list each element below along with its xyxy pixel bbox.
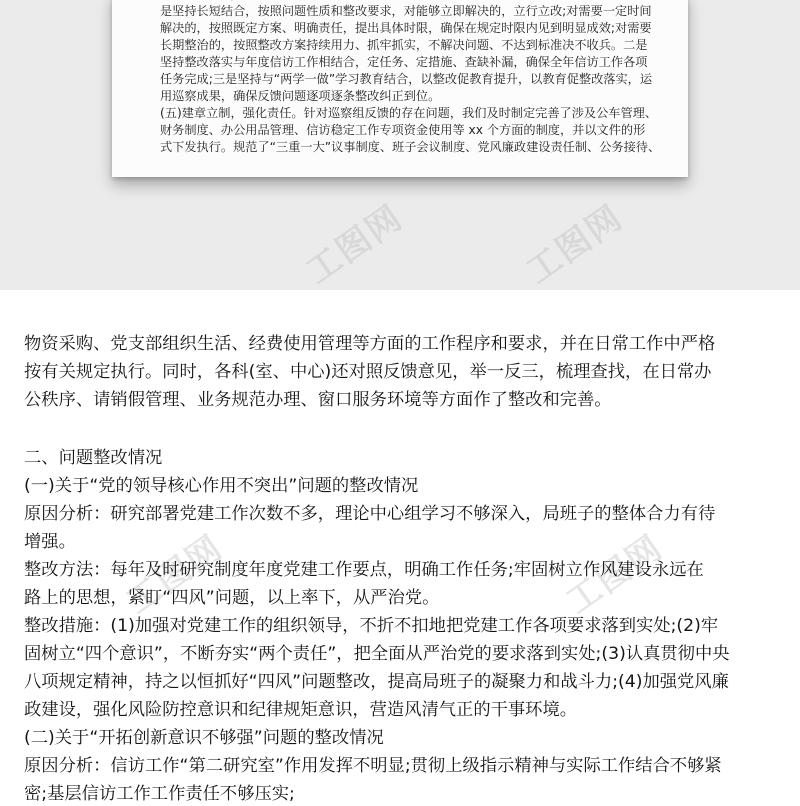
body-line: 政建设，强化风险防控意识和纪律规矩意识，营造风清气正的干事环境。 bbox=[24, 700, 578, 720]
card-line: 长期整治的，按照整改方案持续用力、抓牢抓实，不解决问题、不达到标准决不收兵。二是 bbox=[160, 38, 648, 52]
watermark: 工图网 bbox=[299, 197, 411, 293]
card-line: 式下发执行。规范了“三重一大”议事制度、班子会议制度、党风廉政建设责任制、公务接待、 bbox=[160, 140, 661, 154]
body-line: 增强。 bbox=[24, 532, 76, 552]
body-line: 八项规定精神，持之以恒抓好“四风”问题整改，提高局班子的凝聚力和战斗力;(4)加强党风廉 bbox=[24, 672, 729, 692]
subsection-heading: (一)关于“党的领导核心作用不突出”问题的整改情况 bbox=[24, 476, 419, 496]
card-line: 用巡察成果，确保反馈问题逐项逐条整改纠正到位。 bbox=[160, 89, 441, 103]
body-line: 公秩序、请销假管理、业务规范办理、窗口服务环境等方面作了整改和完善。 bbox=[24, 390, 612, 410]
body-line: 物资采购、党支部组织生活、经费使用管理等方面的工作程序和要求，并在日常工作中严格 bbox=[24, 334, 716, 354]
body-line: 原因分析：研究部署党建工作次数不多，理论中心组学习不够深入，局班子的整体合力有待 bbox=[24, 504, 716, 524]
body-line: 固树立“四个意识”，不断夯实“两个责任”，把全面从严治党的要求落到实处;(3)认真贯彻中央 bbox=[24, 644, 730, 664]
subsection-heading: (二)关于“开拓创新意识不够强”问题的整改情况 bbox=[24, 728, 384, 748]
body-line: 整改措施：(1)加强对党建工作的组织领导，不折不扣地把党建工作各项要求落到实处;(2)牢 bbox=[24, 616, 719, 636]
card-line: (五)建章立制，强化责任。针对巡察组反馈的存在问题，我们及时制定完善了涉及公车管理、 bbox=[160, 106, 658, 120]
card-line: 坚持整改落实与年度信访工作相结合，定任务、定措施、查缺补漏，确保全年信访工作各项 bbox=[160, 55, 648, 69]
card-line: 任务完成;三是坚持与“两学一做”学习教育结合，以整改促教育提升，以教育促整改落实，运 bbox=[160, 72, 653, 86]
body-line: 路上的思想，紧盯“四风”问题，以上率下，从严治党。 bbox=[24, 588, 440, 608]
watermark: 工图网 bbox=[519, 197, 631, 293]
document-page-preview bbox=[112, 0, 688, 177]
body-line: 整改方法：每年及时研究制度年度党建工作要点，明确工作任务;牢固树立作风建设永远在 bbox=[24, 560, 704, 580]
watermark: 工图网 bbox=[119, 527, 231, 623]
body-line: 按有关规定执行。同时，各科(室、中心)还对照反馈意见，举一反三，梳理查找，在日常办 bbox=[24, 362, 712, 382]
card-line: 财务制度、办公用品管理、信访稳定工作专项资金使用等 xx 个方面的制度，并以文件的形 bbox=[160, 123, 646, 137]
body-line: 密;基层信访工作工作责任不够压实; bbox=[24, 784, 295, 804]
card-line: 是坚持长短结合，按照问题性质和整改要求，对能够立即解决的，立行立改;对需要一定时间 bbox=[160, 4, 652, 18]
section-heading: 二、问题整改情况 bbox=[24, 448, 163, 468]
card-line: 解决的，按照既定方案、明确责任，提出具体时限，确保在规定时限内见到明显成效;对需要 bbox=[160, 21, 652, 35]
watermark: 工图网 bbox=[559, 527, 671, 623]
body-line: 原因分析：信访工作“第二研究室”作用发挥不明显;贯彻上级指示精神与实际工作结合不够紧 bbox=[24, 756, 722, 776]
